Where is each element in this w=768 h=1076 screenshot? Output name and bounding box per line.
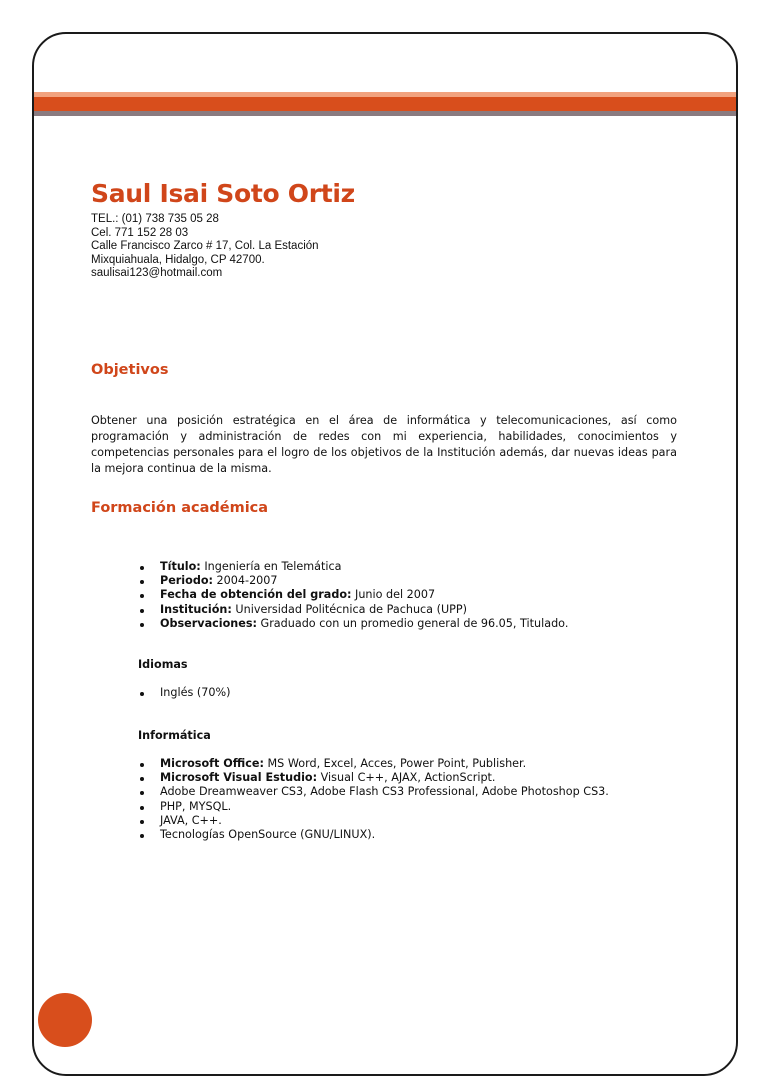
bullet-icon bbox=[140, 692, 144, 696]
bullet-icon bbox=[140, 623, 144, 627]
bullet-icon bbox=[140, 609, 144, 613]
list-item: JAVA, C++. bbox=[138, 814, 678, 828]
contact-phone: TEL.: (01) 738 735 05 28 bbox=[91, 213, 219, 225]
list-item: PHP, MYSQL. bbox=[138, 800, 678, 814]
informatica-list bbox=[138, 757, 678, 842]
list-item: Periodo: 2004-2007 bbox=[138, 574, 678, 588]
header-band-orange bbox=[34, 97, 736, 111]
bullet-icon bbox=[140, 834, 144, 838]
header-band-gray bbox=[34, 111, 736, 116]
bullet-icon bbox=[140, 580, 144, 584]
bullet-icon bbox=[140, 763, 144, 767]
formacion-list bbox=[138, 560, 678, 631]
list-item: Inglés (70%) bbox=[138, 686, 678, 700]
list-item: Institución: Universidad Politécnica de Pachuca (UPP) bbox=[138, 603, 678, 617]
idiomas-heading: Idiomas bbox=[138, 658, 188, 671]
candidate-name: Saul Isai Soto Ortiz bbox=[91, 179, 355, 208]
list-item: Adobe Dreamweaver CS3, Adobe Flash CS3 Professional, Adobe Photoshop CS3. bbox=[138, 785, 678, 799]
list-item: Fecha de obtención del grado: Junio del 2007 bbox=[138, 588, 678, 602]
objetivos-text: Obtener una posición estratégica en el área de informática y telecomunicaciones, así como programación y administración de redes con mi experiencia, habilidades, conocimientos y competencias personales para el logro de los objetivos de la Institución además, dar nuevas ideas para la mejora continua de la misma. bbox=[91, 414, 677, 475]
list-item: Tecnologías OpenSource (GNU/LINUX). bbox=[138, 828, 678, 842]
list-item: Microsoft Office: MS Word, Excel, Acces, Power Point, Publisher. bbox=[138, 757, 678, 771]
bullet-icon bbox=[140, 777, 144, 781]
resume-content bbox=[91, 176, 677, 842]
bullet-icon bbox=[140, 791, 144, 795]
contact-email: saulisai123@hotmail.com bbox=[91, 267, 223, 279]
contact-address-street: Calle Francisco Zarco # 17, Col. La Estación bbox=[91, 240, 319, 252]
bullet-icon bbox=[140, 566, 144, 570]
formacion-heading: Formación académica bbox=[91, 500, 269, 516]
contact-info bbox=[91, 213, 677, 281]
contact-address-city: Mixquiahuala, Hidalgo, CP 42700. bbox=[91, 253, 265, 266]
idiomas-list bbox=[138, 686, 678, 700]
objetivos-heading: Objetivos bbox=[91, 362, 169, 378]
contact-cell: Cel. 771 152 28 03 bbox=[91, 226, 189, 239]
bullet-icon bbox=[140, 594, 144, 598]
informatica-heading: Informática bbox=[138, 729, 211, 742]
bullet-icon bbox=[140, 820, 144, 824]
bullet-icon bbox=[140, 806, 144, 810]
list-item: Título: Ingeniería en Telemática bbox=[138, 560, 678, 574]
list-item: Observaciones: Graduado con un promedio general de 96.05, Titulado. bbox=[138, 617, 678, 631]
decorative-circle bbox=[38, 993, 92, 1047]
list-item: Microsoft Visual Estudio: Visual C++, AJAX, ActionScript. bbox=[138, 771, 678, 785]
